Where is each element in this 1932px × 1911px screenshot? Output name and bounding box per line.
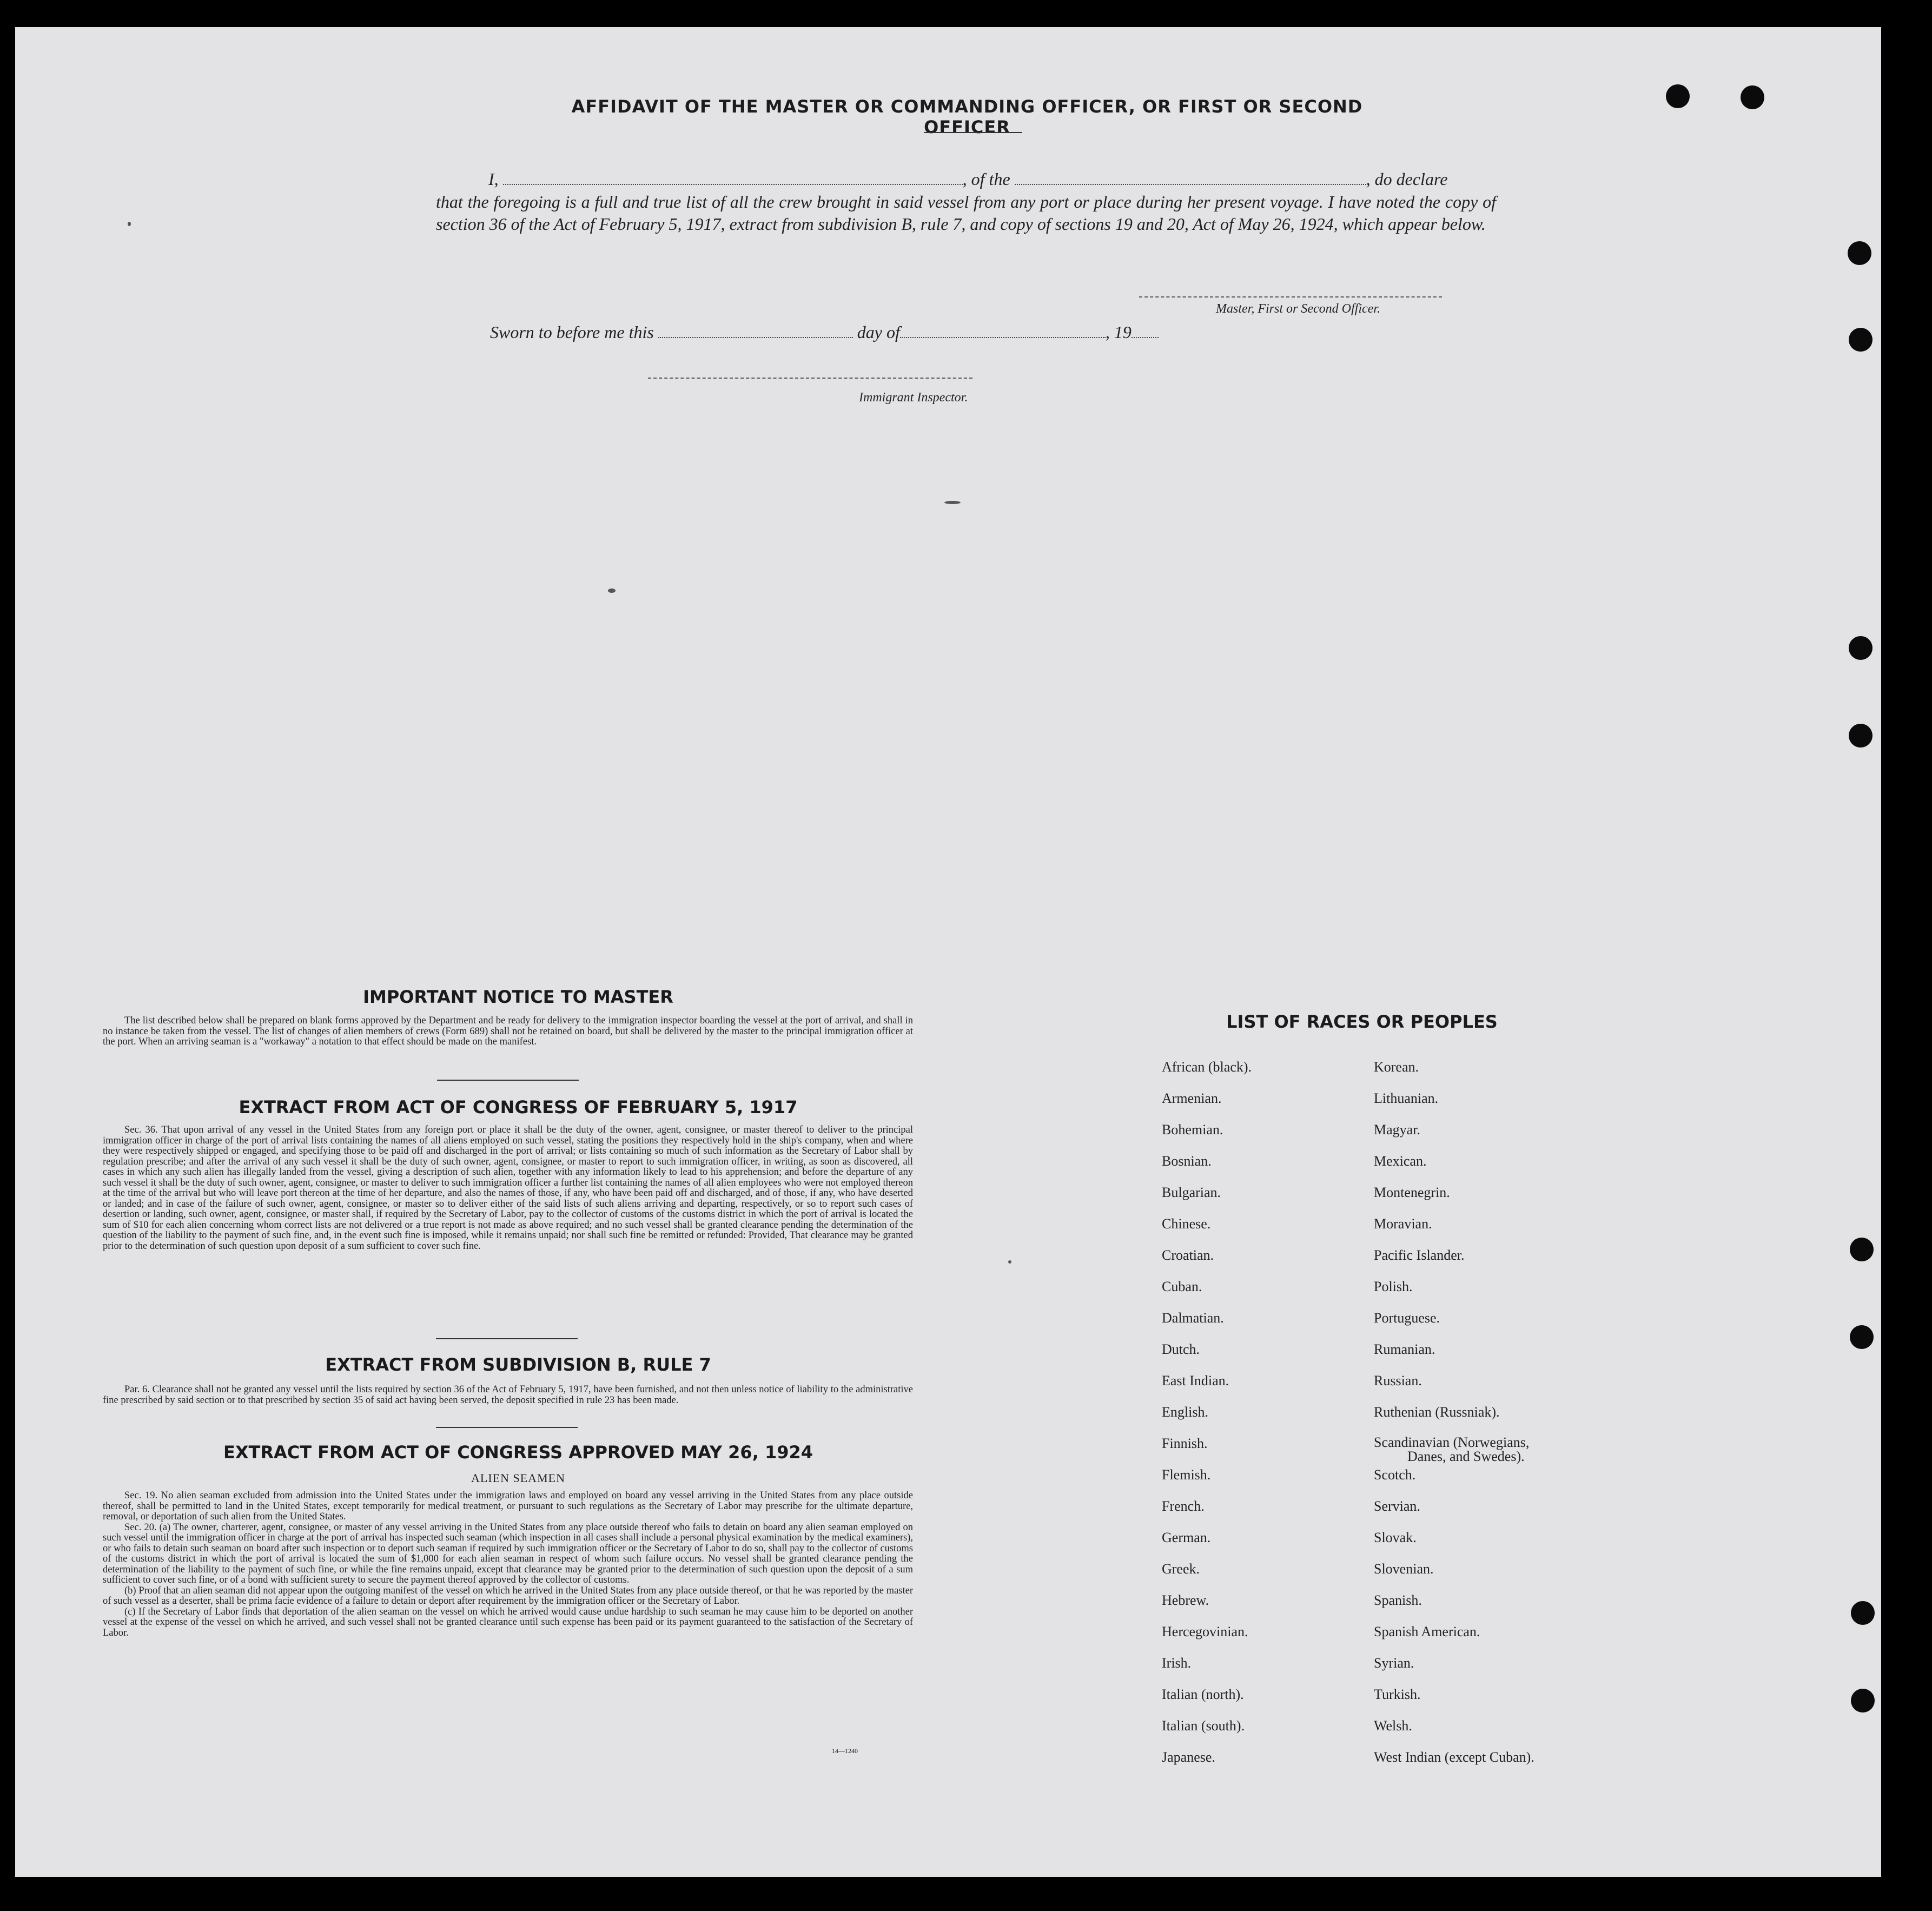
- ink-speck: [944, 501, 961, 504]
- of-the-label: , of the: [962, 169, 1010, 189]
- race-item: Slovak.: [1374, 1530, 1417, 1545]
- year-prefix: , 19: [1105, 322, 1132, 342]
- section-rule: [436, 1338, 578, 1339]
- name-field[interactable]: [503, 184, 963, 185]
- race-item: West Indian (except Cuban).: [1374, 1749, 1534, 1765]
- race-item: Finnish.: [1162, 1436, 1208, 1451]
- race-item: Russian.: [1374, 1373, 1422, 1388]
- race-item: Cuban.: [1162, 1279, 1202, 1294]
- races-heading: LIST OF RACES OR PEOPLES: [1226, 1011, 1498, 1032]
- extract-rule7-text: [103, 1385, 913, 1406]
- sec-19-paragraph: Sec. 19. No alien seaman excluded from admission into the United States under the immigration laws and employed on board any vessel arriving in the United States from any place outside thereof, shall be permitted to land in the United States, except temporarily for medical treatment, or pursuant to such regulations as the Secretary of Labor may prescribe for the ultimate departure, removal, or deportation of such alien from the United States.: [103, 1490, 913, 1522]
- extract-1917-text: [103, 1125, 913, 1252]
- race-item: Welsh.: [1374, 1718, 1412, 1734]
- race-item: Servian.: [1374, 1498, 1420, 1514]
- notice-text: [103, 1016, 913, 1048]
- declaration-text: that the foregoing is a full and true list of all the crew brought in said vessel from any port or place during her present voyage. I have noted the copy of section 36 of the Act of February 5, 1917, extract from subdivision B, rule 7, and copy of sections 19 and 20, Act of May 26, 1924, which appear below.: [436, 192, 1496, 234]
- race-item: Turkish.: [1374, 1687, 1421, 1702]
- inspector-label: Immigrant Inspector.: [859, 391, 968, 405]
- do-declare-label: , do declare: [1366, 169, 1448, 189]
- race-item: East Indian.: [1162, 1373, 1229, 1388]
- extract-rule7-heading: EXTRACT FROM SUBDIVISION B, RULE 7: [325, 1354, 711, 1375]
- extract-1924-text: [103, 1491, 913, 1638]
- race-item: English.: [1162, 1404, 1208, 1420]
- sec-20b-paragraph: (b) Proof that an alien seaman did not appear upon the outgoing manifest of the vessel on which he arrived in the United States from any place outside thereof, or that he was reported by the master of such vessel as a deserter, shall be prima facie evidence of a failure to detain or deport after requirement by the immigration officer or the Secretary of Labor.: [103, 1585, 913, 1606]
- punch-hole: [1848, 241, 1871, 265]
- section-36-paragraph: Sec. 36. That upon arrival of any vessel in the United States from any foreign port or place it shall be the duty of the owner, agent, consignee, or master thereof to deliver to the principal immigration officer in charge of the port of arrival lists containing the names of all aliens employed on such vessel, stating the positions they respectively hold in the ship's company, when and where they were respectively shipped or engaged, and specifying those to be paid off and discharged in the port of arrival; or lists containing so much of such information as the Secretary of Labor shall by regulation prescribe; and after the arrival of any such vessel it shall be the duty of such owner, agent, consignee, or master to report to such immigration officer, in writing, as soon as discovered, all cases in which any such alien has illegally landed from the vessel, giving a description of such alien, together with any information likely to lead to his apprehension; and before the departure of any such vessel it shall be the duty of such owner, agent, consignee, or master to deliver to such immigration officer a further list containing the names of all alien employees who were not employed thereon at the time of the arrival but who will leave port thereon at the time of her departure, and also the names of those, if any, who have been paid off and discharged, and of those, if any, who have deserted or landed; and in case of the failure of such owner, agent, consignee, or master so to deliver either of the said lists of such aliens arriving and departing, respectively, or so to report such cases of desertion or landing, such owner, agent, consignee, or master shall, if required by the Secretary of Labor, pay to the collector of customs of the customs district in which the port of arrival is located the sum of $10 for each alien concerning whom correct lists are not delivered or a true report is not made as above required; and no such vessel shall be granted clearance pending the determination of the question of the liability to the payment of such fine, and, in the event such fine is imposed, while it remains unpaid; nor shall such fine be remitted or refunded: Provided, That clearance may be granted prior to the determination of such question upon deposit of a sum sufficient to cover such fine.: [103, 1125, 913, 1252]
- notice-heading: IMPORTANT NOTICE TO MASTER: [363, 987, 673, 1007]
- race-item: Italian (south).: [1162, 1718, 1245, 1734]
- race-item: Bohemian.: [1162, 1122, 1223, 1138]
- punch-hole: [1849, 328, 1873, 352]
- extract-1917-heading: EXTRACT FROM ACT OF CONGRESS OF FEBRUARY 5, 1917: [239, 1097, 798, 1117]
- punch-hole: [1849, 636, 1873, 660]
- race-item: Italian (north).: [1162, 1687, 1244, 1702]
- race-item: Montenegrin.: [1374, 1185, 1450, 1200]
- race-item: Chinese.: [1162, 1216, 1211, 1232]
- sec-20c-paragraph: (c) If the Secretary of Labor finds that deportation of the alien seaman on the vessel on which he arrived would cause undue hardship to such seaman he may cause him to be deported on another vessel at the expense of the vessel on which he arrived, and such vessel shall not be granted clearance until such expense has been paid or its payment guaranteed to the satisfaction of the Secretary of Labor.: [103, 1606, 913, 1638]
- punch-hole: [1851, 1689, 1875, 1712]
- race-item: Syrian.: [1374, 1655, 1414, 1671]
- master-signature-label: Master, First or Second Officer.: [1216, 302, 1380, 316]
- day-of-label: day of: [857, 322, 900, 342]
- punch-hole: [1850, 1325, 1874, 1349]
- punch-hole: [1666, 84, 1690, 108]
- race-item: Korean.: [1374, 1059, 1419, 1075]
- race-item: Polish.: [1374, 1279, 1413, 1294]
- race-item: Spanish.: [1374, 1592, 1422, 1608]
- race-item: Dutch.: [1162, 1341, 1200, 1357]
- title-rule: [924, 132, 1022, 133]
- section-rule: [436, 1427, 578, 1428]
- extract-1924-heading: EXTRACT FROM ACT OF CONGRESS APPROVED MAY 26, 1924: [223, 1442, 813, 1463]
- race-item: African (black).: [1162, 1059, 1252, 1075]
- affidavit-title: AFFIDAVIT OF THE MASTER OR COMMANDING OFFICER, OR FIRST OR SECOND OFFICER: [571, 96, 1363, 137]
- race-item: Pacific Islander.: [1374, 1247, 1465, 1263]
- sec-20a-paragraph: Sec. 20. (a) The owner, charterer, agent, consignee, or master of any vessel arriving in the United States from any place outside thereof who fails to detain on board any alien seaman employed on such vessel until the immigration officer in charge at the port of arrival has inspected such seaman (which inspection in all cases shall include a personal physical examination by the medical examiners), or who fails to detain such seaman on board after such inspection or to deport such seaman if required by such immigration officer or the Secretary of Labor to do so, shall pay to the collector of customs of the customs district in which the port of arrival is located the sum of $1,000 for each alien seaman in respect of whom such failure occurs. No vessel shall be granted clearance pending the determination of the liability to the payment of such fine, or while the fine remains unpaid, except that clearance may be granted prior to the determination of such question upon the deposit of a sum sufficient to cover such fine, or of a bond with sufficient surety to secure the payment thereof approved by the collector of customs.: [103, 1522, 913, 1585]
- race-item: Lithuanian.: [1374, 1090, 1439, 1106]
- sworn-month-field[interactable]: [900, 337, 1106, 338]
- race-item: Hebrew.: [1162, 1592, 1209, 1608]
- race-item: Slovenian.: [1374, 1561, 1434, 1577]
- ink-speck: [1008, 1260, 1011, 1264]
- declaration-line-1: [488, 169, 1492, 189]
- sworn-day-field[interactable]: [658, 337, 853, 338]
- race-item: Hercegovinian.: [1162, 1624, 1248, 1639]
- race-item-scandinavian: [1374, 1436, 1534, 1467]
- race-item: Greek.: [1162, 1561, 1200, 1577]
- ink-speck: [608, 588, 616, 593]
- race-item: Mexican.: [1374, 1153, 1427, 1169]
- sworn-year-field[interactable]: [1132, 337, 1159, 338]
- race-item: Dalmatian.: [1162, 1310, 1224, 1326]
- race-item: Spanish American.: [1374, 1624, 1480, 1639]
- race-item: Croatian.: [1162, 1247, 1214, 1263]
- i-label: I,: [488, 169, 499, 189]
- race-item-line: Danes, and Swedes).: [1407, 1449, 1525, 1464]
- race-item: Irish.: [1162, 1655, 1192, 1671]
- race-item: Magyar.: [1374, 1122, 1420, 1138]
- alien-seamen-subheading: ALIEN SEAMEN: [471, 1471, 565, 1485]
- race-item: Ruthenian (Russniak).: [1374, 1404, 1500, 1420]
- race-item: German.: [1162, 1530, 1211, 1545]
- race-item: Bosnian.: [1162, 1153, 1212, 1169]
- race-item: Flemish.: [1162, 1467, 1211, 1483]
- section-rule: [437, 1080, 579, 1081]
- race-item: Moravian.: [1374, 1216, 1432, 1232]
- notice-paragraph: The list described below shall be prepared on blank forms approved by the Department and be ready for delivery to the immigration inspector boarding the vessel at the port of arrival, and shall in no instance be taken from the vessel. The list of changes of alien members of crews (Form 689) shall not be retained on board, but shall be delivered by the master to the principal immigration officer at the port. When an arriving seaman is a "workaway" a notation to that effect should be made on the manifest.: [103, 1015, 913, 1047]
- race-item: Armenian.: [1162, 1090, 1222, 1106]
- sworn-line: [490, 322, 1159, 342]
- race-item-line: Scandinavian (Norwegians,: [1374, 1434, 1530, 1450]
- race-item: Rumanian.: [1374, 1341, 1435, 1357]
- punch-hole: [1849, 724, 1873, 748]
- race-item: French.: [1162, 1498, 1205, 1514]
- punch-hole: [1741, 85, 1764, 109]
- inspector-signature-line[interactable]: [648, 378, 972, 379]
- races-right-column: [1374, 1059, 1534, 1781]
- punch-hole: [1851, 1601, 1875, 1625]
- ink-speck: [128, 222, 131, 226]
- punch-hole: [1850, 1238, 1874, 1261]
- race-item: Portuguese.: [1374, 1310, 1440, 1326]
- sworn-label: Sworn to before me this: [490, 322, 654, 342]
- master-signature-line[interactable]: [1139, 296, 1442, 297]
- form-number: 14—1240: [832, 1747, 858, 1755]
- race-item: Bulgarian.: [1162, 1185, 1221, 1200]
- document-page: [15, 27, 1881, 1877]
- par-6-paragraph: Par. 6. Clearance shall not be granted any vessel until the lists required by section 36 of the Act of February 5, 1917, have been furnished, and not then unless notice of liability to the administrative fine prescribed by said section or to that prescribed by section 35 of said act having been served, the deposit specified in rule 23 has been made.: [103, 1384, 913, 1406]
- race-item: Japanese.: [1162, 1749, 1215, 1765]
- vessel-field[interactable]: [1015, 184, 1366, 185]
- race-item: Scotch.: [1374, 1467, 1416, 1483]
- races-left-column: [1162, 1059, 1252, 1781]
